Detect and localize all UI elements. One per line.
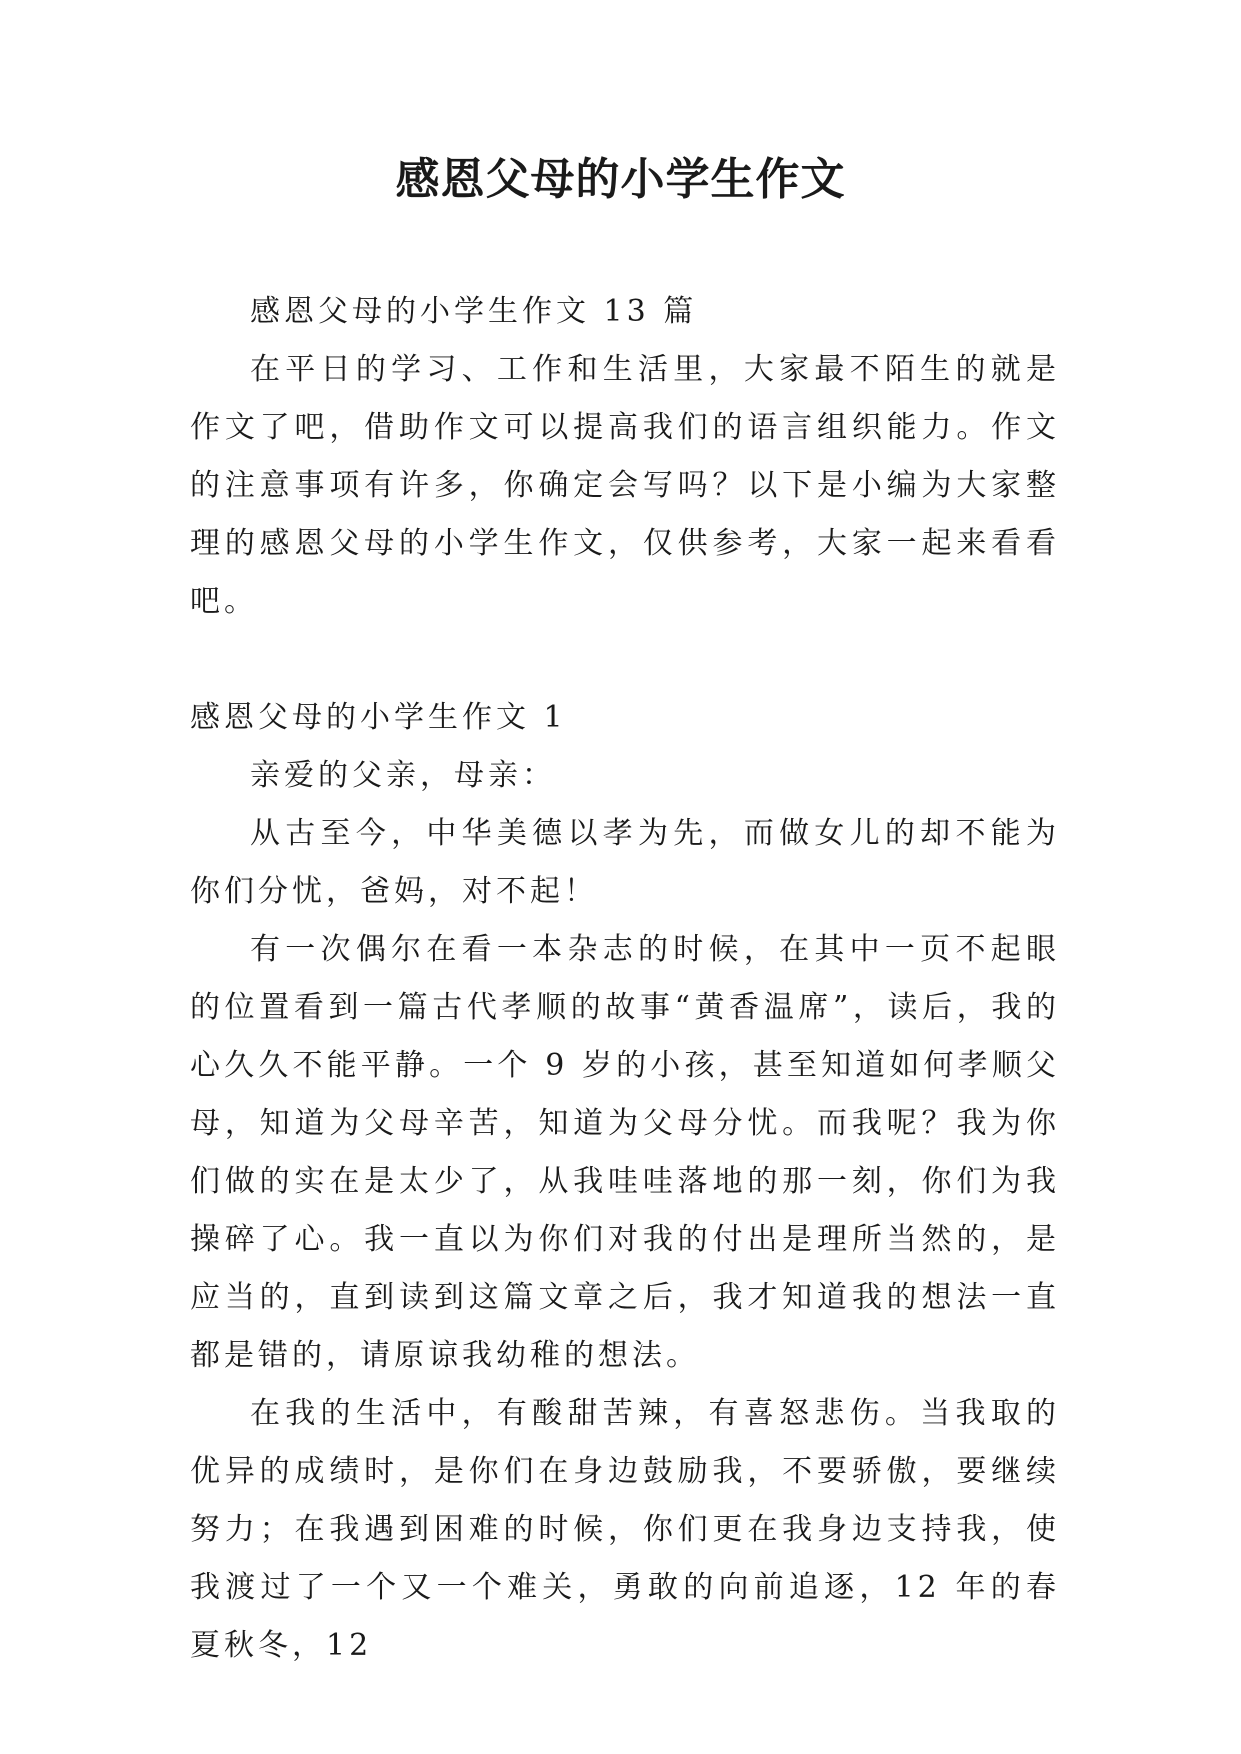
body-paragraph: 有一次偶尔在看一本杂志的时候，在其中一页不起眼的位置看到一篇古代孝顺的故事“黄香温席”，读后，我的心久久不能平静。一个 9 岁的小孩，甚至知道如何孝顺父母，知道为父母辛苦，知道为父母分忧。而我呢？我为你们做的实在是太少了，从我哇哇落地的那一刻，你们为我操碎了心。我一直以为你们对我的付出是理所当然的，是应当的，直到读到这篇文章之后，我才知道我的想法一直都是错的，请原谅我幼稚的想法。 [190,932,1060,1373]
body-paragraph: 从古至今，中华美德以孝为先，而做女儿的却不能为你们分忧，爸妈，对不起！ [190,816,1060,909]
subtitle: 感恩父母的小学生作文 13 篇 [250,294,698,329]
spacer [190,631,1060,689]
document-title: 感恩父母的小学生作文 [395,154,846,205]
salutation: 亲爱的父亲，母亲： [250,758,556,793]
document-body [190,283,1060,1675]
body-paragraph: 在我的生活中，有酸甜苦辣，有喜怒悲伤。当我取的优异的成绩时，是你们在身边鼓励我，不要骄傲，要继续努力；在我遇到困难的时候，你们更在我身边支持我，使我渡过了一个又一个难关，勇敢的向前追逐，12 年的春夏秋冬，12 [190,1396,1060,1663]
section-heading: 感恩父母的小学生作文 1 [190,700,567,735]
intro-paragraph: 在平日的学习、工作和生活里，大家最不陌生的就是作文了吧，借助作文可以提高我们的语言组织能力。作文的注意事项有许多，你确定会写吗？以下是小编为大家整理的感恩父母的小学生作文，仅供参考，大家一起来看看吧。 [190,352,1060,619]
